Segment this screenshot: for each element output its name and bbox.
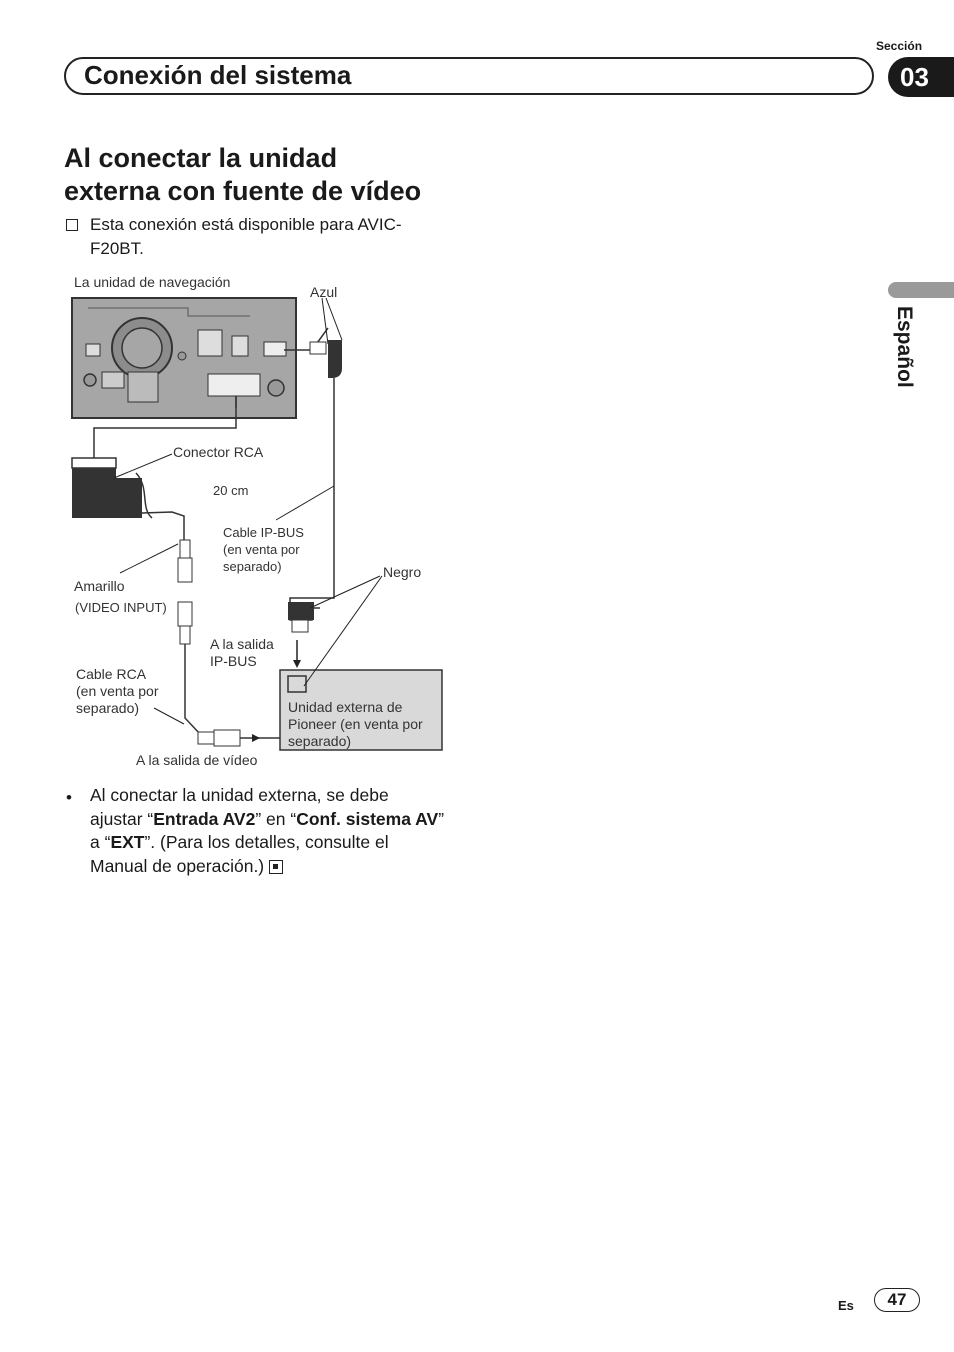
language-tab-label: Español bbox=[893, 306, 916, 388]
blue-plug-icon bbox=[310, 342, 326, 354]
black-plug-icon bbox=[288, 602, 314, 620]
label-rca-connector: Conector RCA bbox=[173, 444, 264, 460]
heading-line-2: externa con fuente de vídeo bbox=[64, 176, 422, 206]
video-input-plug-icon bbox=[178, 558, 192, 582]
setting-conf-sistema-av: Conf. sistema AV bbox=[296, 808, 439, 829]
label-rca-cable: Cable RCA (en venta por separado) bbox=[76, 666, 159, 716]
availability-note: Esta conexión está disponible para AVIC-F20BT. bbox=[90, 215, 402, 258]
instruction-paragraph bbox=[90, 784, 446, 878]
page-section-title: Conexión del sistema bbox=[84, 60, 352, 90]
setting-entrada-av2: Entrada AV2 bbox=[153, 808, 256, 829]
video-output-plug-icon bbox=[214, 730, 240, 746]
usb-port-icon bbox=[198, 330, 222, 356]
footer-language-code: Es bbox=[838, 1298, 854, 1313]
heading-line-1: Al conectar la unidad bbox=[64, 143, 338, 173]
label-ipbus-cable: Cable IP-BUS (en venta por separado) bbox=[223, 525, 304, 574]
connection-diagram bbox=[60, 268, 460, 768]
note-checkbox-icon bbox=[66, 219, 78, 231]
main-connector-icon bbox=[208, 374, 260, 396]
bullet-icon: • bbox=[66, 788, 72, 807]
label-navigation-unit: La unidad de navegación bbox=[74, 274, 231, 290]
label-external-unit: Unidad externa de Pioneer (en venta por separado) bbox=[288, 699, 423, 749]
label-blue: Azul bbox=[310, 284, 338, 300]
end-mark-icon bbox=[269, 860, 283, 874]
label-video-input: (VIDEO INPUT) bbox=[75, 600, 167, 615]
label-yellow: Amarillo bbox=[74, 578, 125, 594]
instruction-text-2: ” en “ bbox=[255, 808, 297, 829]
section-number-badge: 03 bbox=[888, 57, 954, 97]
section-label: Sección bbox=[876, 39, 923, 53]
instruction-text-4: ”. (Para los detalles, consulte el Manual de operación.) bbox=[90, 832, 389, 876]
setting-ext: EXT bbox=[110, 832, 145, 852]
instruction-text-3: ” a “ bbox=[90, 808, 445, 852]
rca-plug-icon bbox=[178, 602, 192, 626]
language-tab-bar bbox=[888, 282, 954, 298]
instruction-text-1: Al conectar la unidad externa, se debe ajustar “ bbox=[90, 785, 389, 829]
label-video-output: A la salida de vídeo bbox=[136, 752, 258, 768]
ipbus-port-icon bbox=[264, 342, 286, 356]
page-heading bbox=[64, 142, 421, 208]
label-length: 20 cm bbox=[213, 483, 249, 498]
label-black: Negro bbox=[383, 564, 422, 580]
label-ipbus-output: A la salida IP-BUS bbox=[210, 636, 274, 669]
page-number: 47 bbox=[874, 1288, 920, 1312]
